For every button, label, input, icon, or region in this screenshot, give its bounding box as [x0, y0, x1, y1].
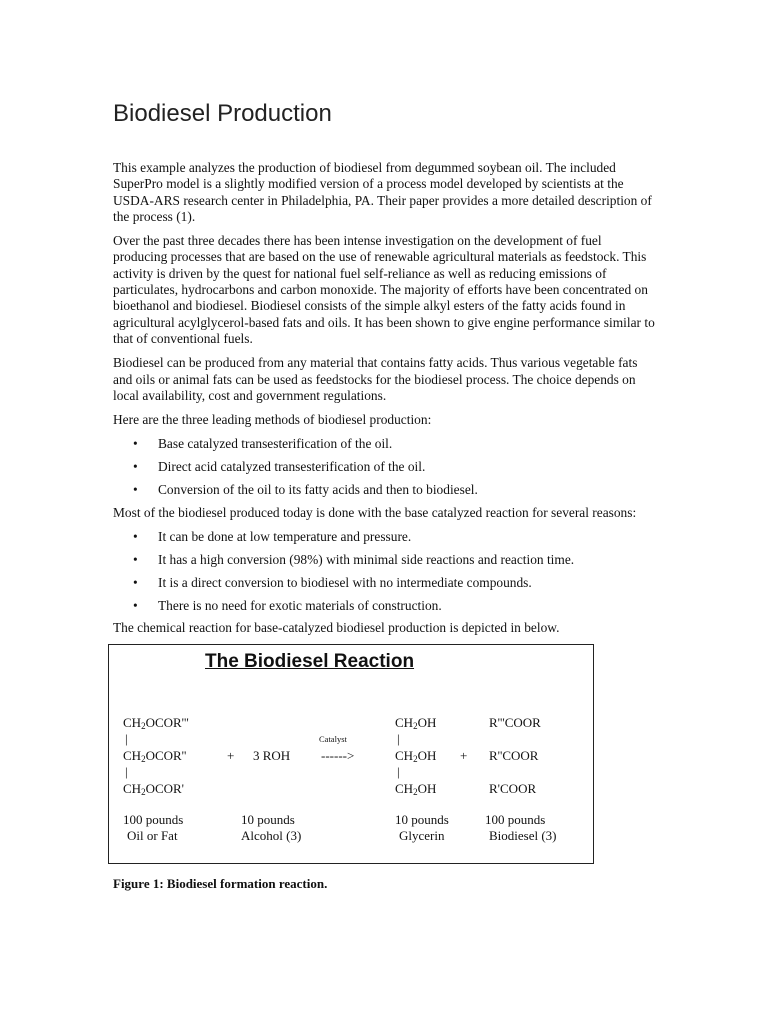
- bullet-icon: •: [133, 482, 138, 498]
- amount-glycerin-name: Glycerin: [399, 828, 445, 843]
- catalyst-label: Catalyst: [319, 734, 347, 744]
- list-item: [113, 552, 658, 568]
- list-item-text: It can be done at low temperature and pressure.: [158, 529, 412, 545]
- figure-title: The Biodiesel Reaction: [205, 651, 415, 672]
- glycerol-row-1: $CH_2OH$: [395, 715, 437, 731]
- amount-oil-qty: 100 pounds: [123, 812, 184, 827]
- alcohol-label: 3 ROH: [253, 748, 291, 763]
- list-item: [113, 598, 658, 614]
- list-item: [113, 459, 658, 475]
- ester-row-1: R'''COOR: [489, 715, 541, 730]
- bullet-icon: •: [133, 551, 138, 567]
- amount-oil-name: Oil or Fat: [127, 828, 178, 843]
- methods-list: [113, 436, 658, 498]
- list-item: [113, 575, 658, 591]
- page-title: Biodiesel Production: [113, 100, 332, 127]
- amount-alcohol-qty: 10 pounds: [241, 812, 295, 827]
- reactant-row-1: $CH_2OCOR'''$: [123, 715, 189, 731]
- reaction-figure: [108, 644, 594, 864]
- plus-sign: +: [227, 748, 235, 763]
- list-item: [113, 529, 658, 545]
- bullet-icon: •: [133, 459, 138, 475]
- amount-glycerin-qty: 10 pounds: [395, 812, 449, 827]
- bullet-icon: •: [133, 597, 138, 613]
- bullet-icon: •: [133, 436, 138, 452]
- reactant-row-3: $CH_2OCOR'$: [123, 781, 185, 797]
- reaction-arrow: ------>: [321, 748, 355, 763]
- ester-row-2: R''COOR: [489, 748, 539, 763]
- bullet-icon: •: [133, 529, 138, 545]
- amount-biodiesel-name: Biodiesel (3): [489, 828, 557, 843]
- bond-line: |: [397, 731, 400, 746]
- reasons-list: [113, 529, 658, 614]
- list-item-text: There is no need for exotic materials of construction.: [158, 597, 442, 613]
- list-item: [113, 482, 658, 498]
- paragraph-intro: This example analyzes the production of biodiesel from degummed soybean oil. The included SuperPro model is a slightly modified version of a process model developed by scientists at the USDA-ARS research center in Philadelphia, PA. Their paper provides a more detailed description of the process (1).: [113, 160, 652, 224]
- bond-line: |: [125, 731, 128, 746]
- plus-sign: +: [460, 748, 468, 763]
- ester-row-3: R'COOR: [489, 781, 537, 796]
- paragraph-reaction-intro: The chemical reaction for base-catalyzed biodiesel production is depicted in below.: [113, 620, 560, 636]
- amount-biodiesel-qty: 100 pounds: [485, 812, 546, 827]
- paragraph-methods-intro: Here are the three leading methods of biodiesel production:: [113, 412, 432, 428]
- list-item: [113, 436, 658, 452]
- bond-line: |: [397, 764, 400, 779]
- bond-line: |: [125, 764, 128, 779]
- list-item-text: It has a high conversion (98%) with minimal side reactions and reaction time.: [158, 551, 575, 567]
- reactant-row-2: $CH_2OCOR''$: [123, 748, 187, 764]
- glycerol-row-2: $CH_2OH$: [395, 748, 437, 764]
- figure-caption: Figure 1: Biodiesel formation reaction.: [113, 876, 328, 891]
- amount-alcohol-name: Alcohol (3): [241, 828, 302, 843]
- paragraph-feedstocks: Biodiesel can be produced from any material that contains fatty acids. Thus various vegetable fats and oils or animal fats can be used as feedstocks for the biodiesel process. The choice depends on local availability, cost and government regulations.: [113, 355, 638, 403]
- glycerol-row-3: $CH_2OH$: [395, 781, 437, 797]
- list-item-text: It is a direct conversion to biodiesel with no intermediate compounds.: [158, 574, 532, 590]
- body-text: [113, 160, 658, 645]
- paragraph-reasons-intro: Most of the biodiesel produced today is done with the base catalyzed reaction for several reasons:: [113, 504, 637, 520]
- list-item-text: Base catalyzed transesterification of the oil.: [158, 436, 393, 452]
- paragraph-background: Over the past three decades there has been intense investigation on the development of fuel producing processes that are based on the use of renewable agricultural materials as feedstock. This activity is driven by the quest for national fuel self-reliance as well as reducing emissions of particulates, hydrocarbons and carbon monoxide. The majority of efforts have been concentrated on bioethanol and biodiesel. Biodiesel consists of the simple alkyl esters of the fatty acids found in agricultural acylglycerol-based fats and oils. It has been shown to give engine performance similar to that of conventional fuels.: [113, 233, 655, 346]
- list-item-text: Conversion of the oil to its fatty acids and then to biodiesel.: [158, 482, 478, 498]
- bullet-icon: •: [133, 574, 138, 590]
- list-item-text: Direct acid catalyzed transesterification of the oil.: [158, 459, 426, 475]
